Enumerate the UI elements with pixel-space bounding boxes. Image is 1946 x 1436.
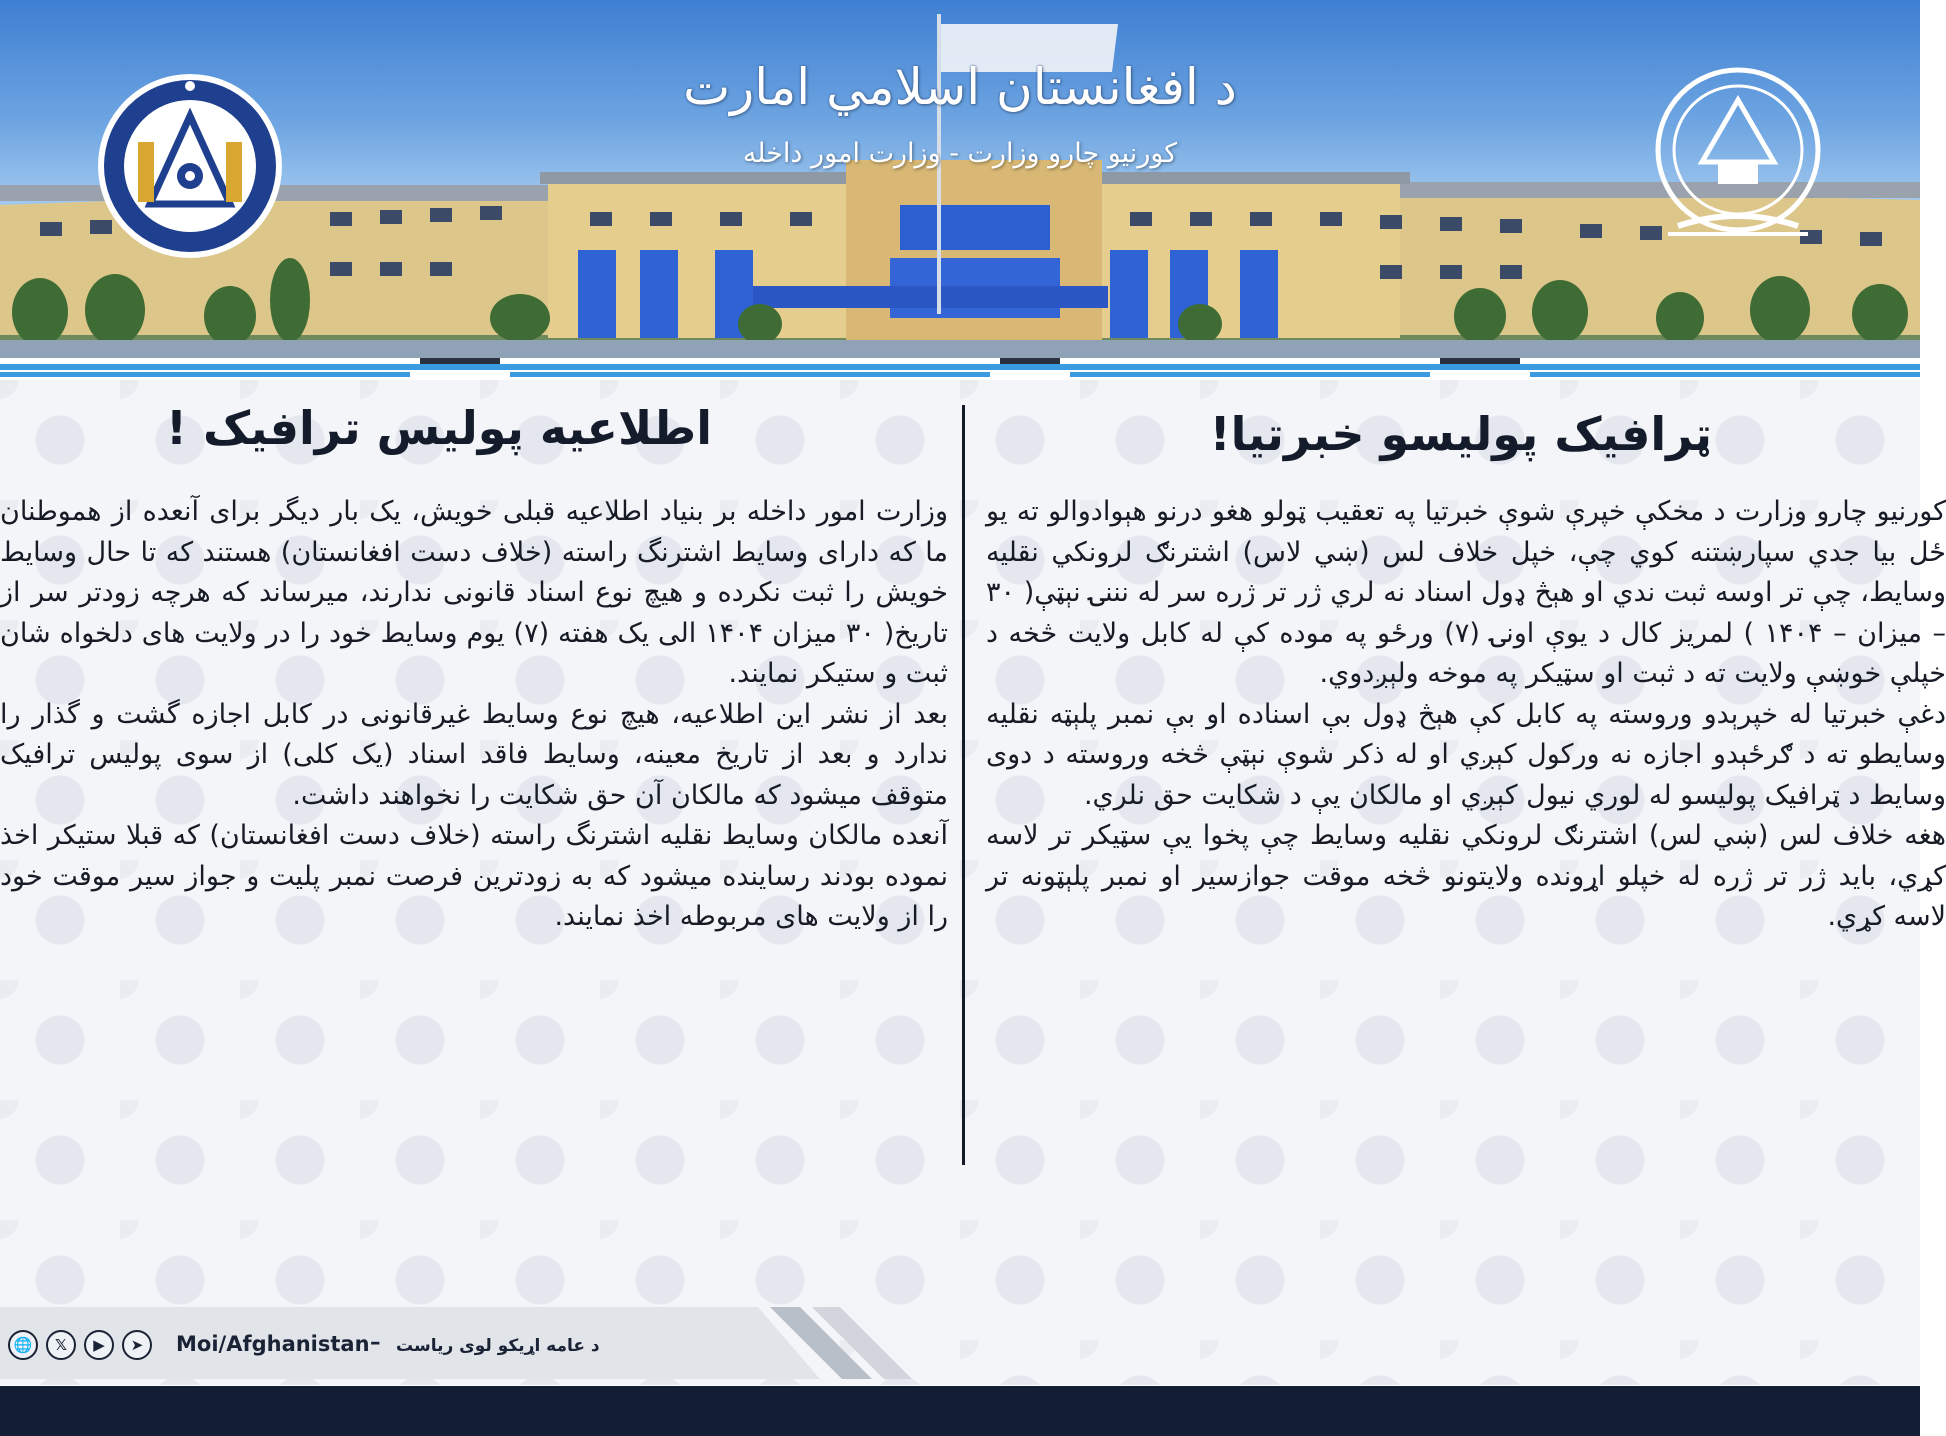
column-divider — [962, 405, 965, 1165]
telegram-icon[interactable]: ➤ — [122, 1330, 152, 1360]
bottom-bar — [0, 1386, 1920, 1436]
youtube-icon[interactable]: ▶ — [84, 1330, 114, 1360]
right-announcement — [986, 492, 1946, 938]
left-paragraph-2: بعد از نشر این اطلاعیه، هیچ نوع وسایط غیرقانونی در کابل اجازه گشت و گذار را ندارد و بعد از تاریخ معینه، وسایط فاقد اسناد (یک کلی) از سوی پولیس ترافیک متوقف میشود که مالکان آن حق شکایت را نخواهند داشت. — [0, 698, 948, 811]
footer-separator: – — [370, 1330, 381, 1354]
right-paragraph-2: دغې خبرتیا له خپرېدو وروسته په کابل کې هېڅ ډول بې اسناده او بې نمبر پلېټه نقلیه وسایطو ته د ګرځېدو اجازه نه ورکول کېږي او له ذکر شوې نېټې څخه وروسته د دوی وسایط د ټرافیک پولیسو له لوري نیول کېږي او مالکان یې د شکایت حق نلري. — [986, 698, 1946, 811]
left-paragraph-3: آنعده مالکان وسایط نقلیه اشترنگ راسته (خلاف دست افغانستان) که قبلا ستیکر اخذ نموده بودند رساینده میشود که به زودترین فرصت نمبر پلیت و جواز سیر موقت خود را از ولایت های مربوطه اخذ نمایند. — [0, 820, 948, 932]
header-banner — [0, 0, 1920, 358]
emirate-title: د افغانستان اسلامي امارت — [683, 58, 1237, 116]
department-name: د عامه اړیکو لوی ریاست — [396, 1336, 600, 1356]
social-handle[interactable]: Moi/Afghanistan — [176, 1332, 370, 1356]
social-links — [8, 1330, 152, 1360]
right-heading: ټرافیک پولیسو خبرتیا! — [1209, 407, 1712, 461]
left-announcement — [0, 492, 948, 938]
right-paragraph-1: کورنیو چارو وزارت د مخکې خپرې شوې خبرتیا په تعقیب ټولو هغو درنو هېوادوالو ته یو ځل بیا جدي سپارښتنه کوي چې، خپل خلاف لس (ښي لاس) اشترنګ لرونکي نقلیه وسایط، چې تر اوسه ثبت ندي او هېڅ ډول اسناد نه لري ژر تر ژره سر له نننۍ نېټې( ۳۰ – میزان – ۱۴۰۴ ) لمریز کال د یوې اونۍ (۷) ورځو په موده کې له کابل ولایت څخه د خپلې خوښې ولایت ته د ثبت او سټیکر په موخه ولېږدوي. — [986, 496, 1946, 689]
ministry-building-photo — [0, 0, 1920, 358]
emirate-emblem-icon — [1648, 66, 1828, 246]
left-paragraph-1: وزارت امور داخله بر بنیاد اطلاعیه قبلی خویش، یک بار دیگر برای آنعده از هموطنان ما که دارای وسایط اشترنگ راسته (خلاف دست افغانستان) هستند که تا حال وسایط خویش را ثبت نکرده و هیچ نوع اسناد قانونی ندارند، میرساند که هرچه زودتر سر از تاریخ( ۳۰ میزان ۱۴۰۴ الی یک هفته (۷) یوم وسایط خود را در ولایت های دلخواه شان ثبت و ستیکر نمایند. — [0, 496, 948, 689]
stripe-divider — [0, 358, 1920, 380]
left-heading: اطلاعیه پولیس ترافیک ! — [166, 401, 712, 455]
ministry-subtitle: کورنیو چارو وزارت - وزارت امور داخله — [742, 138, 1178, 169]
right-paragraph-3: هغه خلاف لس (ښي لس) اشترنګ لرونکي نقلیه وسایط چې پخوا یې سټیکر تر لاسه کړي، باید ژر تر ژره له خپلو اړونده ولایتونو څخه موقت جوازسیر او نمبر پلېټونه تر لاسه کړي. — [986, 820, 1946, 932]
ministry-seal-icon — [96, 72, 284, 260]
x-icon[interactable]: 𝕏 — [46, 1330, 76, 1360]
globe-icon[interactable]: 🌐 — [8, 1330, 38, 1360]
